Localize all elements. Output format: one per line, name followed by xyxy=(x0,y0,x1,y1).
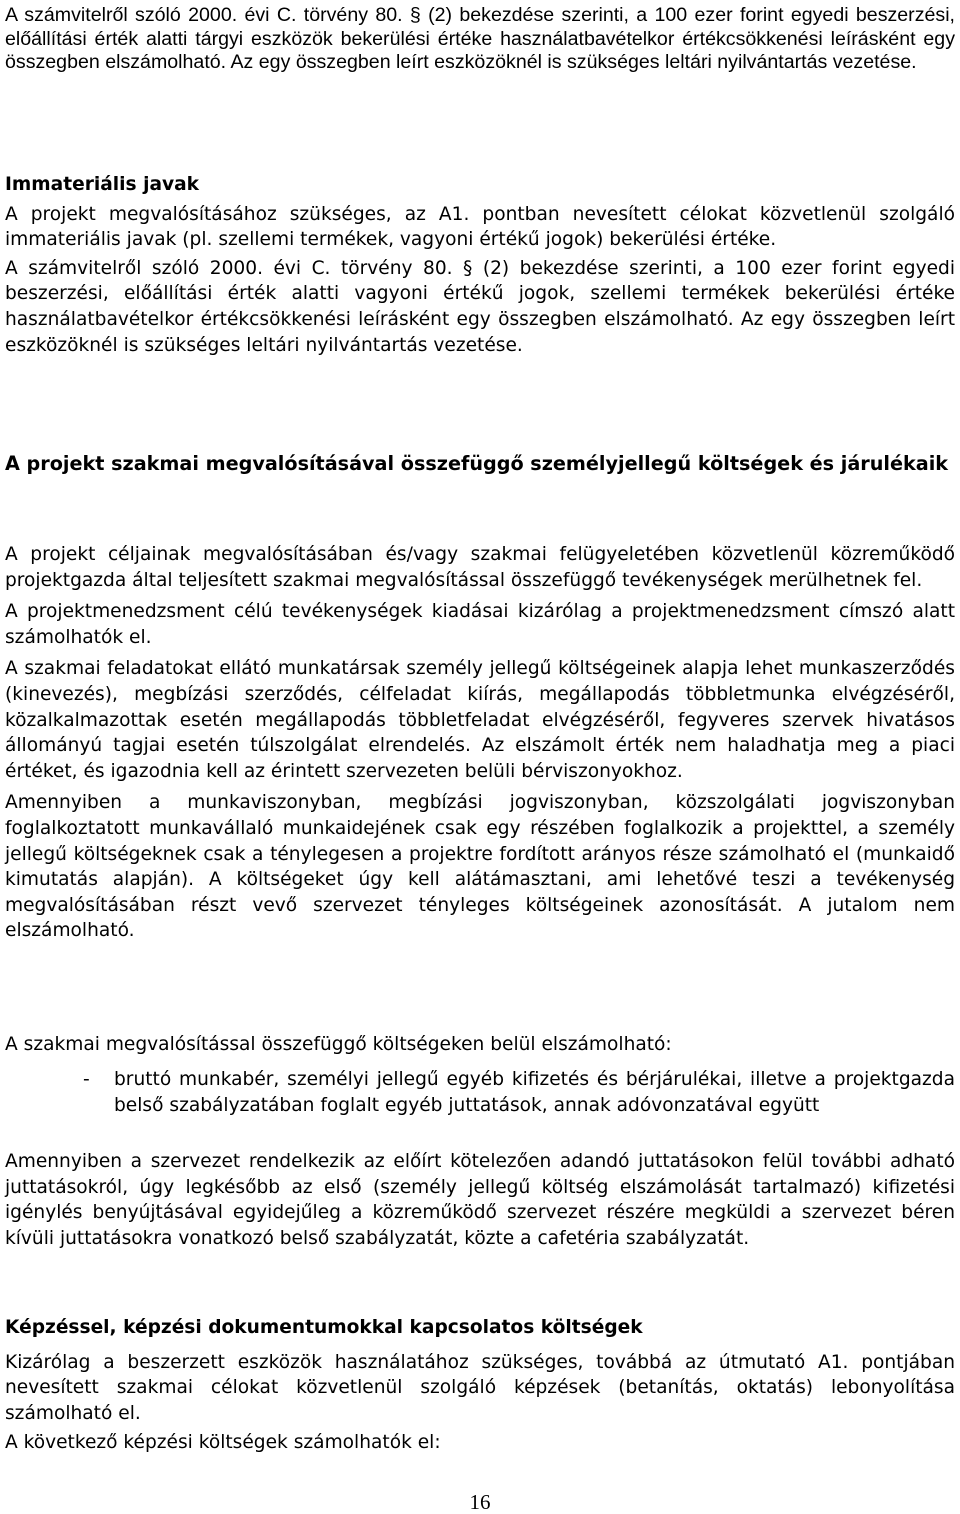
training-paragraph-2: A következő képzési költségek számolhatók el: xyxy=(5,1432,441,1454)
personnel-paragraph-4: Amennyiben a munkaviszonyban, megbízási jogviszonyban, közszolgálati jogviszonyban foglalkoztatott munkavállaló munkaidejének csak egy részében foglalkozik a projekttel, a személy jellegű költségeknek csak a ténylegesen a projektre fordított arányos része számolható el (munkaidő kimutatás alapján). A költségeket úgy kell alátámasztani, ami lehetővé teszi a tevékenység megvalósításában részt vevő szervezet tényleges költségeinek azonosítását. A jutalom nem elszámolható. xyxy=(5,792,955,942)
intro-paragraph-block xyxy=(5,4,955,75)
personnel-paragraph-5: Amennyiben a szervezet rendelkezik az előírt kötelezően adandó juttatásokon felül további adható juttatásokról, úgy legkésőbb az első (személy jellegű költség elszámolását tartalmazó) kifizetési igénylés benyújtásával egyidejűleg a közreműködő szervezet részére megküldi a szervezet béren kívüli juttatásokra vonatkozó belső szabályzatát, közte a cafetéria szabályzatát. xyxy=(5,1151,955,1249)
immaterial-paragraph-2: A számvitelről szóló 2000. évi C. törvény 80. § (2) bekezdése szerinti, a 100 ezer forint egyedi beszerzési, előállítási érték alatti vagyoni értékű jogok, szellemi termékek bekerülési értéke használatbavételkor értékcsökkenési leírásként egy összegben elszámolható. Az egy összegben leírt eszközöknél is szükséges leltári nyilvántartás vezetése. xyxy=(5,257,955,356)
eligible-intro-block xyxy=(5,1032,955,1058)
personnel-paragraph-5-block xyxy=(5,1149,955,1251)
personnel-paragraph-1: A projekt céljainak megvalósításában és/vagy szakmai felügyeletében közvetlenül közreműködő projektgazda által teljesített szakmai megvalósítással összefüggő tevékenységek merülhetnek fel. xyxy=(5,544,955,591)
personnel-section xyxy=(5,451,955,477)
intro-paragraph: A számvitelről szóló 2000. évi C. törvény 80. § (2) bekezdése szerinti, a 100 ezer forint egyedi beszerzési, előállítási érték alatti tárgyi eszközök bekerülési értéke használatbavételkor értékcsökkenési leírásként egy összegben elszámolható. Az egy összegben leírt eszközöknél is szükséges leltári nyilvántartás vezetése. xyxy=(5,4,955,73)
page-number: 16 xyxy=(469,1490,491,1514)
eligible-intro: A szakmai megvalósítással összefüggő költségeken belül elszámolható: xyxy=(5,1034,672,1055)
list-item-text: bruttó munkabér, személyi jellegű egyéb kifizetés és bérjárulékai, illetve a projektgazda belső szabályzatában foglalt egyéb juttatások, annak adóvonzatával együtt xyxy=(114,1069,955,1116)
personnel-paragraph-3: A szakmai feladatokat ellátó munkatársak személy jellegű költségeinek alapja lehet munkaszerződés (kinevezés), megbízási szerződés, célfeladat kiírás, megállapodás többletmunka elvégzéséről, közalkalmazottak esetén megállapodás többletfeladat elvégzéséről, fegyveres szervek hivatásos állományú tagjai esetén túlszolgálat elrendelés. Az elszámolt érték nem haladhatja meg a piaci értéket, és igazodnia kell az érintett szervezeten belüli bérviszonyokhoz. xyxy=(5,658,955,782)
personnel-heading: A projekt szakmai megvalósításával összefüggő személyjellegű költségek és járulékaik xyxy=(5,452,949,475)
immaterial-section xyxy=(5,172,955,358)
immaterial-paragraph-1: A projekt megvalósításához szükséges, az A1. pontban nevesített célokat közvetlenül szolgáló immateriális javak (pl. szellemi termékek, vagyoni értékű jogok) bekerülési értéke. xyxy=(5,203,955,251)
personnel-body xyxy=(5,542,955,944)
eligible-list-item xyxy=(5,1067,955,1118)
personnel-paragraph-2: A projektmenedzsment célú tevékenységek kiadásai kizárólag a projektmenedzsment címszó alatt számolhatók el. xyxy=(5,601,955,648)
list-dash: - xyxy=(83,1069,90,1090)
training-paragraph-1: Kizárólag a beszerzett eszközök használatához szükséges, továbbá az útmutató A1. pontjában nevesített szakmai célokat közvetlenül szolgáló képzések (betanítás, oktatás) lebonyolítása számolható el. xyxy=(5,1351,955,1424)
immaterial-heading: Immateriális javak xyxy=(5,174,200,195)
training-heading: Képzéssel, képzési dokumentumokkal kapcsolatos költségek xyxy=(5,1317,643,1338)
training-section xyxy=(5,1315,955,1456)
